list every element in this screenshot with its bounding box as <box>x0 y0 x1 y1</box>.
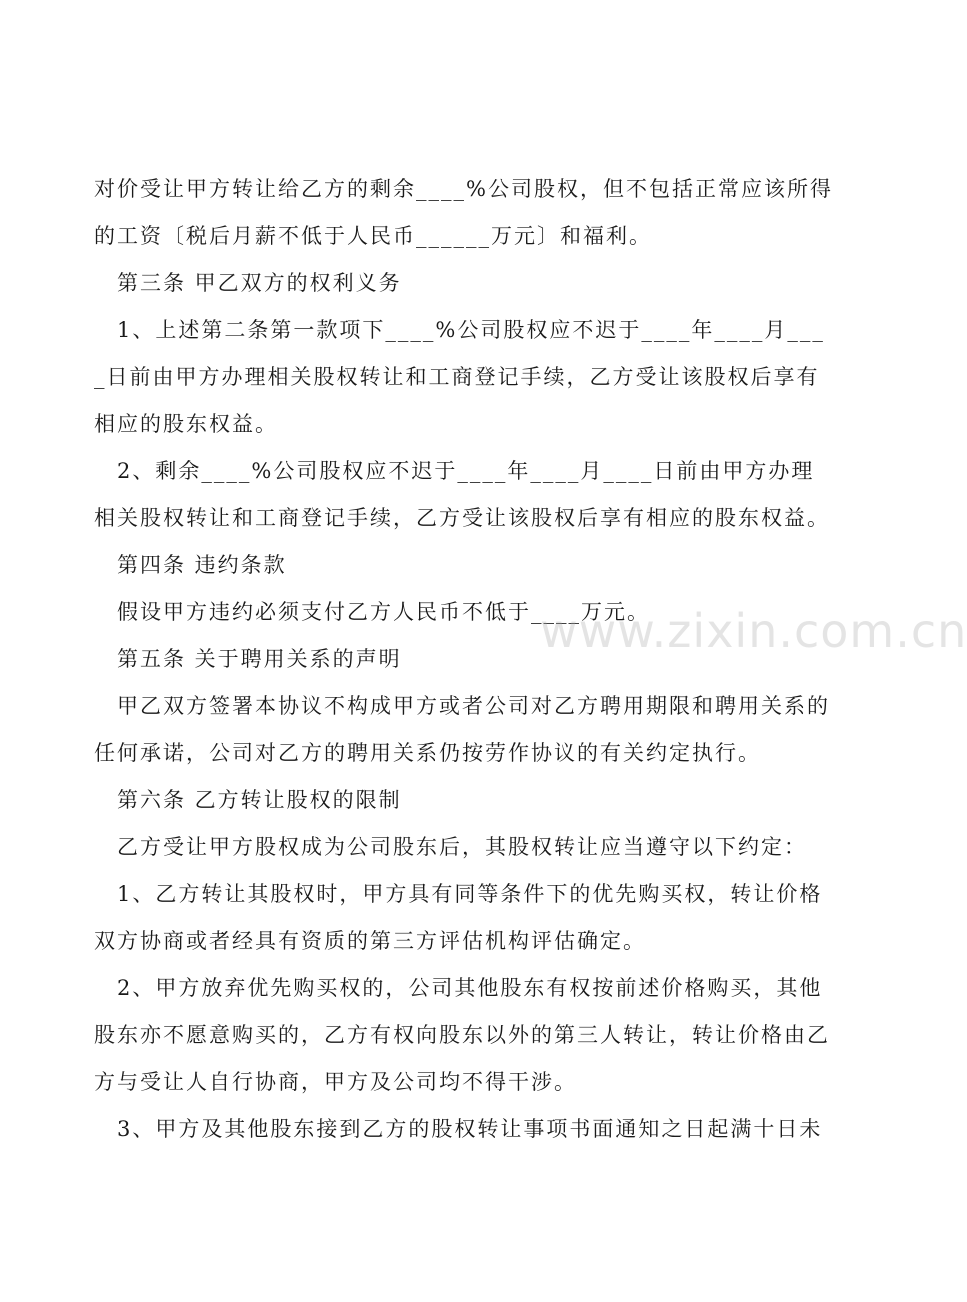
paragraph-article-4: 假设甲方违约必须支付乙方人民币不低于____万元。 <box>117 600 650 624</box>
paragraph-article-3-item-2: 2、剩余____%公司股权应不迟于____年____月____日前由甲方办理相关股权转让和工商登记手续，乙方受让该股权后享有相应的股东权益。 <box>94 459 830 530</box>
paragraph-article-6-item-3: 3、甲方及其他股东接到乙方的股权转让事项书面通知之日起满十日未 <box>117 1117 823 1141</box>
paragraph-article-3-item-1: 1、上述第二条第一款项下____%公司股权应不迟于____年____月____日前由甲方办理相关股权转让和工商登记手续，乙方受让该股权后享有相应的股东权益。 <box>94 318 825 436</box>
paragraph-article-6-item-1: 1、乙方转让其股权时，甲方具有同等条件下的优先购买权，转让价格双方协商或者经具有资质的第三方评估机构评估确定。 <box>94 882 823 953</box>
heading-article-5: 第五条 关于聘用关系的声明 <box>117 647 402 671</box>
paragraph-article-5: 甲乙双方签署本协议不构成甲方或者公司对乙方聘用期限和聘用关系的任何承诺，公司对乙方的聘用关系仍按劳作协议的有关约定执行。 <box>94 694 830 765</box>
heading-article-3: 第三条 甲乙双方的权利义务 <box>117 271 402 295</box>
paragraph-consideration: 对价受让甲方转让给乙方的剩余____%公司股权，但不包括正常应该所得的工资〔税后月薪不低于人民币______万元〕和福利。 <box>94 177 833 248</box>
document-body <box>94 166 834 1153</box>
paragraph-article-6-item-2: 2、甲方放弃优先购买权的，公司其他股东有权按前述价格购买，其他股东亦不愿意购买的，乙方有权向股东以外的第三人转让，转让价格由乙方与受让人自行协商，甲方及公司均不得干涉。 <box>94 976 830 1094</box>
heading-article-4: 第四条 违约条款 <box>117 553 287 577</box>
heading-article-6: 第六条 乙方转让股权的限制 <box>117 788 402 812</box>
watermark: www.zixin.com.cn <box>540 604 967 658</box>
paragraph-article-6-intro: 乙方受让甲方股权成为公司股东后，其股权转让应当遵守以下约定： <box>117 835 807 859</box>
